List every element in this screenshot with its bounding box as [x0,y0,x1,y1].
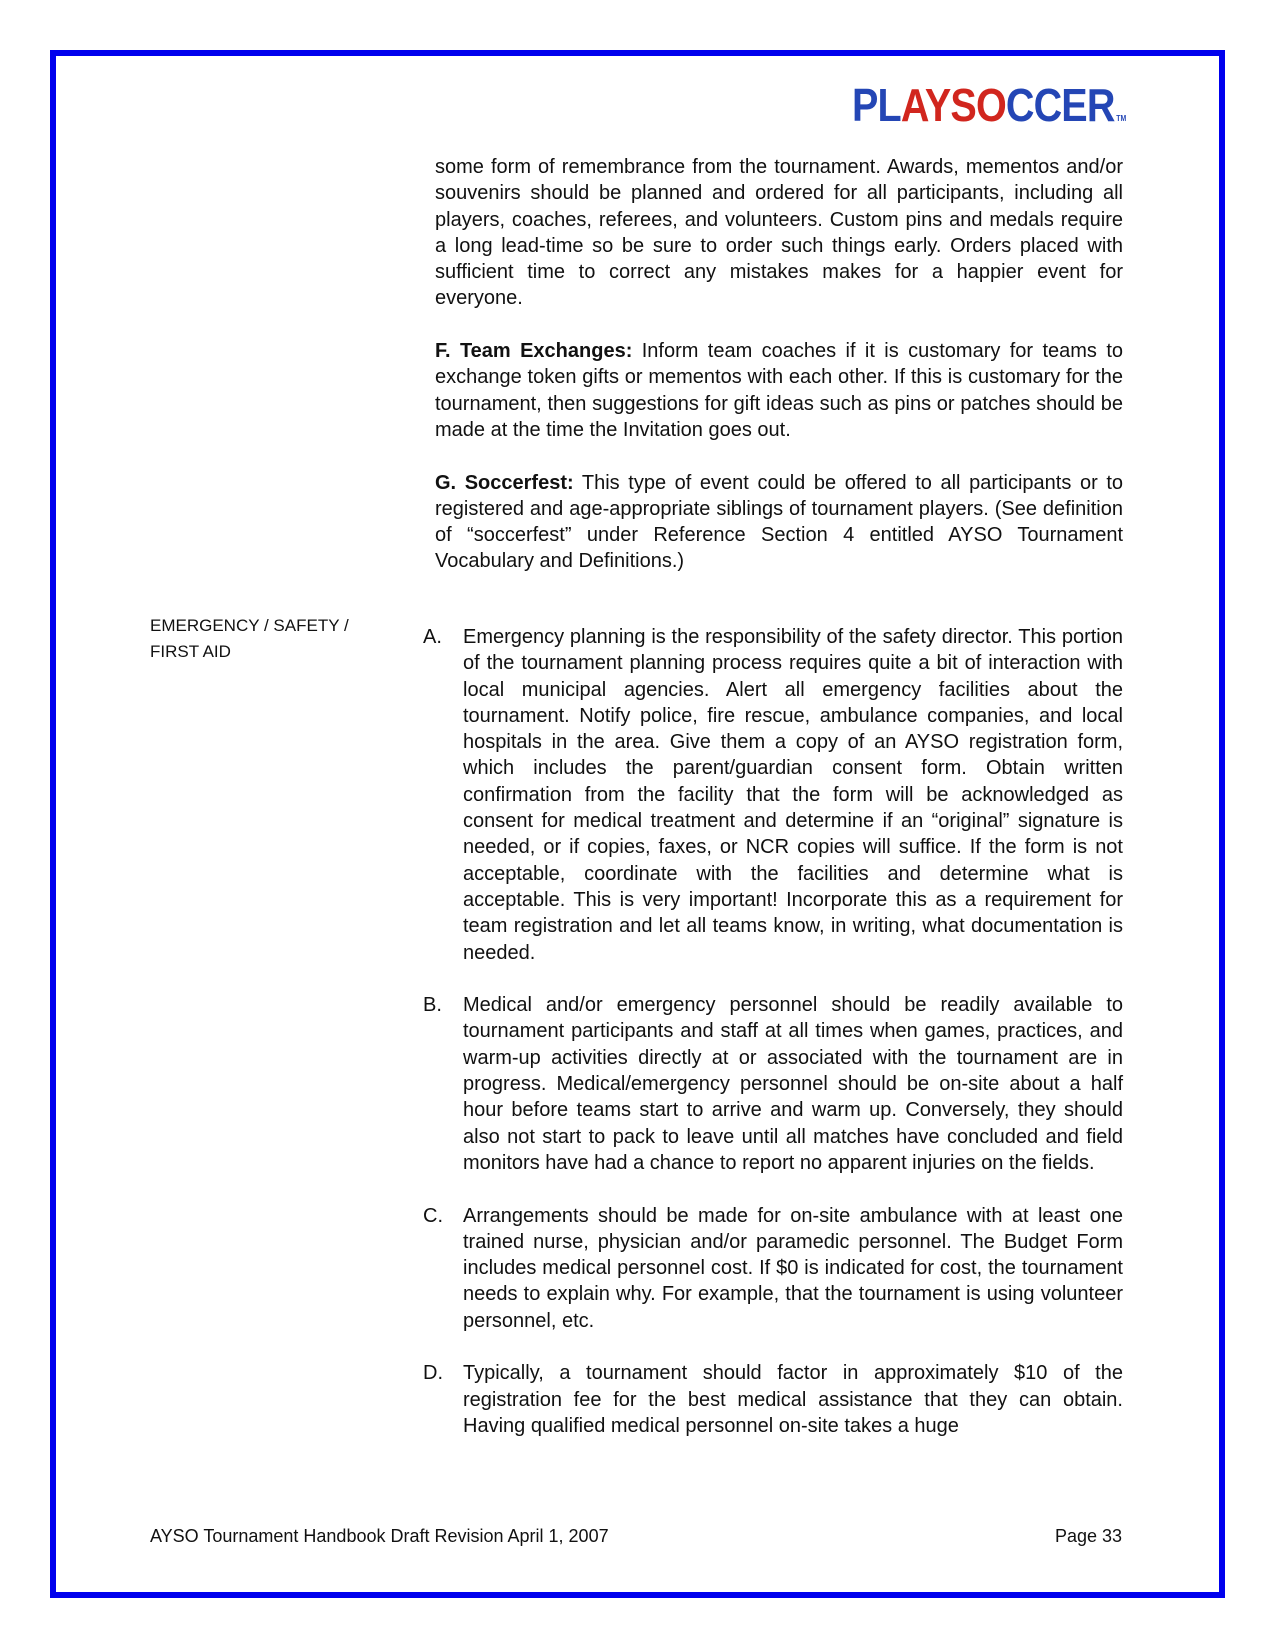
emergency-list [423,624,1123,1466]
logo-part-ccer: CCER [1005,79,1115,131]
list-item-text: Medical and/or emergency personnel should be readily available to tournament participants and staff at all times when games, practices, and warm-up activities directly at or associated with the tournament are in progress. Medical/emergency personnel should be on-site about a half hour before teams start to arrive and warm up. Conversely, they should also not start to pack to leave until all matches have concluded and field monitors have had a chance to report no apparent injuries on the fields. [463,994,1123,1174]
list-item [423,1360,1123,1439]
list-item-text: Typically, a tournament should factor in approximately $10 of the registration fee for the best medical assistance that they can obtain. Having qualified medical personnel on-site takes a huge [463,1362,1123,1437]
list-marker: B. [423,994,442,1017]
list-marker: A. [423,626,442,648]
section-f-text: Inform team coaches if it is customary for teams to exchange token gifts or mementos with each other. If this is customary for the tournament, then suggestions for gift ideas such as pins or patches should be made at the time the Invitation goes out. [435,340,1124,441]
footer-document-title: AYSO Tournament Handbook Draft Revision April 1, 2007 [150,1526,609,1546]
playsoccer-logo [852,80,1126,144]
list-item [423,1203,1123,1334]
sidebar-heading-line2: FIRST AID [150,642,231,662]
logo-part-ayso: AYSO [900,79,1006,131]
body-column [435,154,1123,601]
logo-part-pl: PL [852,79,901,131]
sidebar-heading-line1: EMERGENCY / SAFETY / [150,616,349,635]
intro-paragraph: some form of remembrance from the tournament. Awards, mementos and/or souvenirs should be planned and ordered for all participants, including all players, coaches, referees, and volunteers. Custom pins and medals require a long lead-time so be sure to order such things early. Orders placed with sufficient time to correct any mistakes makes for a happier event for everyone. [435,156,1123,310]
section-g-heading: G. Soccerfest: [435,471,574,494]
list-item [423,624,1123,966]
section-g-text: This type of event could be offered to all participants or to registered and age-appropriate siblings of tournament players. (See definition of “soccerfest” under Reference Section 4 entitled AYSO Tournament Vocabulary and Definitions.) [435,471,1124,573]
section-soccerfest [435,470,1123,575]
footer-page-number: Page 33 [1054,1526,1122,1546]
list-item-text: Emergency planning is the responsibility of the safety director. This portion of the tournament planning process requires quite a bit of interaction with local municipal agencies. Alert all emergency facilities about the tournament. Notify police, fire rescue, ambulance companies, and local hospitals in the area. Give them a copy of an AYSO registration form, which includes the parent/guardian consent form. Obtain written confirmation from the facility that the form will be acknowledged as consent for medical treatment and determine if an “original” signature is needed, or if copies, faxes, or NCR copies will suffice. If the form is not acceptable, coordinate with the facilities and determine what is acceptable. This is very important! Incorporate this as a requirement for team registration and let all teams know, in writing, what documentation is needed. [463,626,1123,964]
list-item [423,992,1123,1176]
list-marker: D. [423,1362,443,1385]
sidebar-heading [150,613,400,666]
trademark-symbol: TM [1116,114,1127,123]
section-team-exchanges [435,338,1123,443]
section-f-heading: F. Team Exchanges: [435,340,633,363]
list-item-text: Arrangements should be made for on-site ambulance with at least one trained nurse, physician and/or paramedic personnel. The Budget Form includes medical personnel cost. If $0 is indicated for cost, the tournament needs to explain why. For example, that the tournament is using volunteer personnel, etc. [463,1204,1123,1332]
list-marker: C. [423,1204,443,1227]
